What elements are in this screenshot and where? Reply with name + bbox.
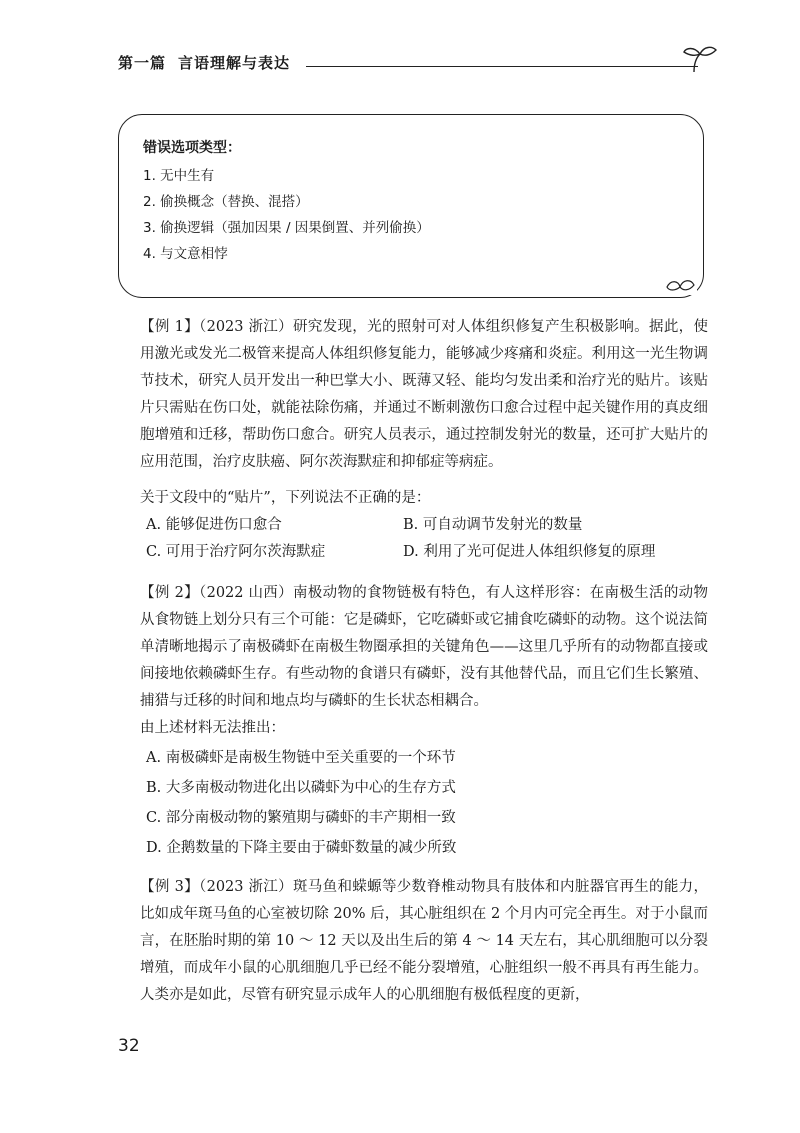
example-2-question: 由上述材料无法推出： (140, 720, 285, 736)
sprout-icon (680, 44, 720, 74)
leaf-icon (663, 275, 697, 295)
example-2-option-b: B. 大多南极动物进化出以磷虾为中心的生存方式 (146, 780, 456, 796)
example-1-option-a: A. 能够促进伤口愈合 (146, 517, 282, 533)
header-part: 第一篇 (118, 54, 167, 72)
tips-item: 3. 偷换逻辑（强加因果 / 因果倒置、并列偷换） (143, 220, 430, 236)
tips-item: 2. 偷换概念（替换、混搭） (143, 194, 309, 210)
example-2-passage: 【例 2】（2022 山西）南极动物的食物链极有特色，有人这样形容：在南极生活的动物从食物链上划分只有三个可能：它是磷虾，它吃磷虾或它捕食吃磷虾的动物。这个说法简单清晰地揭示了南极磷虾在南极生物圈承担的关键角色——这里几乎所有的动物都直接或间接地依赖磷虾生存。有些动物的食谱只有磷虾，没有其他替代品，而且它们生长繁殖、捕猎与迁移的时间和地点均与磷虾的生长状态相耦合。 (140, 585, 708, 709)
example-2-option-a: A. 南极磷虾是南极生物链中至关重要的一个环节 (146, 750, 456, 766)
example-2-option-c: C. 部分南极动物的繁殖期与磷虾的丰产期相一致 (146, 810, 456, 826)
header-section-title: 言语理解与表达 (178, 54, 291, 72)
tips-list (143, 163, 430, 267)
example-1-option-b: B. 可自动调节发射光的数量 (403, 517, 583, 533)
example-1-question: 关于文段中的“贴片”，下列说法不正确的是： (140, 490, 431, 506)
tips-item: 1. 无中生有 (143, 168, 215, 184)
header-rule (306, 66, 698, 67)
tips-title: 错误选项类型： (143, 140, 241, 156)
example-1-option-c: C. 可用于治疗阿尔茨海默症 (146, 544, 326, 560)
header-title (118, 52, 290, 73)
example-1-option-d: D. 利用了光可促进人体组织修复的原理 (403, 544, 656, 560)
example-3-passage: 【例 3】（2023 浙江）斑马鱼和蝾螈等少数脊椎动物具有肢体和内脏器官再生的能力，比如成年斑马鱼的心室被切除 20% 后，其心脏组织在 2 个月内可完全再生。对于小鼠而言，在胚胎时期的第 10 ～ 12 天以及出生后的第 4 ～ 14 天左右，其心肌细胞可以分裂增殖，而成年小鼠的心肌细胞几乎已经不能分裂增殖，心脏组织一般不再具有再生能力。人类亦是如此，尽管有研究显示成年人的心肌细胞有极低程度的更新， (140, 879, 708, 1003)
tips-item: 4. 与文意相悖 (143, 246, 228, 262)
tips-box (118, 114, 704, 298)
example-1-passage: 【例 1】（2023 浙江）研究发现，光的照射可对人体组织修复产生积极影响。据此，使用激光或发光二极管来提高人体组织修复能力，能够减少疼痛和炎症。利用这一光生物调节技术，研究人员开发出一种巴掌大小、既薄又轻、能均匀发出柔和治疗光的贴片。该贴片只需贴在伤口处，就能祛除伤痛，并通过不断刺激伤口愈合过程中起关键作用的真皮细胞增殖和迁移，帮助伤口愈合。研究人员表示，通过控制发射光的数量，还可扩大贴片的应用范围，治疗皮肤癌、阿尔茨海默症和抑郁症等病症。 (140, 319, 708, 470)
page-header (118, 52, 718, 80)
example-2-option-d: D. 企鹅数量的下降主要由于磷虾数量的减少所致 (146, 840, 457, 856)
page-number: 32 (118, 1036, 140, 1056)
